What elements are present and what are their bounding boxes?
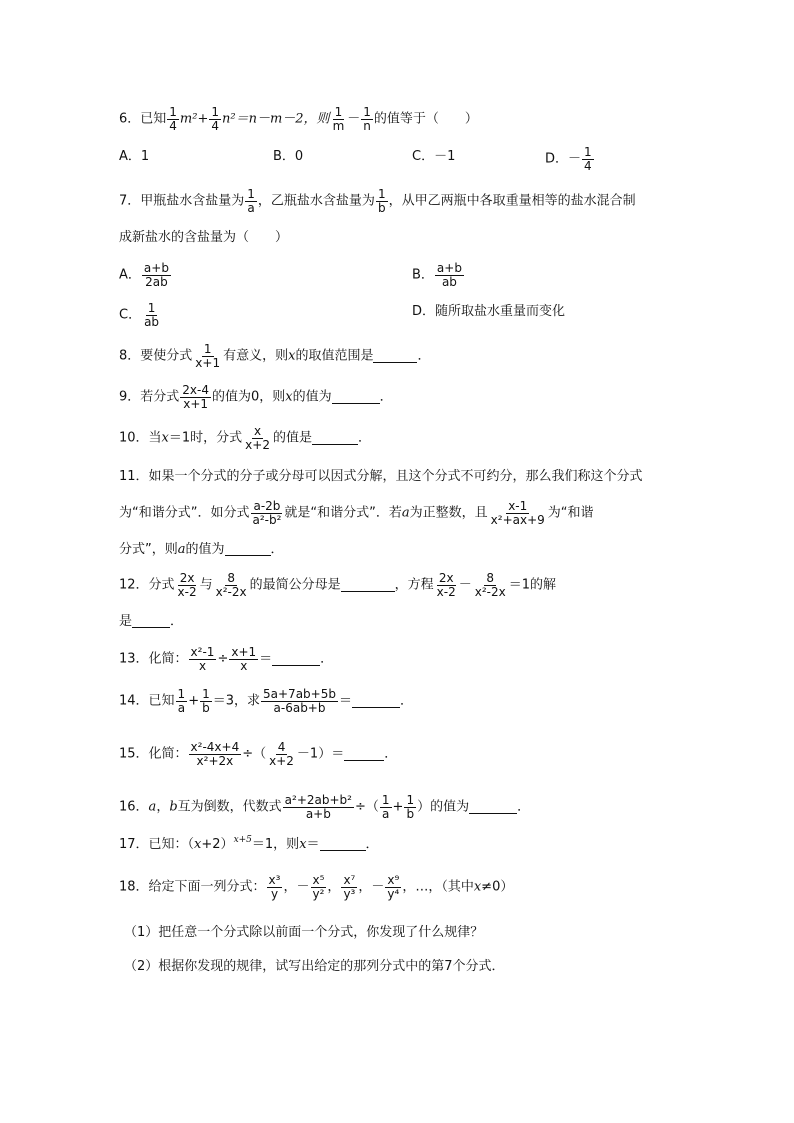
fraction: $\frac{1}{n}$ [363, 105, 371, 133]
fraction: $\frac{2x}{x-2}$ [436, 571, 456, 599]
fraction: $\frac{1}{a}$ [247, 187, 255, 215]
fraction: $\frac{\text{x⁹}}{\text{y⁴}}$ [387, 873, 400, 901]
fraction: $\frac{1}{x+1}$ [195, 342, 221, 370]
question-13: 13．化简： $\frac{\text{x²-1}}{x}$ ÷ $\frac{x+1}{x}$ ＝ ． [119, 645, 334, 673]
answer-blank[interactable] [225, 543, 271, 556]
question-11-line-1: 11．如果一个分式的分子或分母可以因式分解，且这个分式不可约分，那么我们称这个分式 [119, 469, 643, 484]
fraction: $\frac{2x}{x-2}$ [177, 571, 197, 599]
answer-blank[interactable] [373, 350, 417, 363]
question-18-part-2: （2）根据你发现的规律，试写出给定的那列分式中的第7个分式． [124, 959, 505, 974]
fraction: $\frac{2x-4}{x+1}$ [182, 383, 209, 411]
question-10: 10．当x＝1时，分式 $\frac{x}{x+2}$ 的值是 ． [119, 424, 371, 452]
fraction: $\frac{x-1}{\text{x²+ax+9}}$ [490, 499, 545, 527]
fraction: $\frac{5a+7ab+5b}{a-6ab+b}$ [263, 687, 336, 715]
question-15: 15．化简： $\frac{\text{x²-4x+4}}{\text{x²+2x}}$ ÷（ $\frac{4}{x+2}$ －1）＝ ． [119, 740, 398, 768]
fraction: $\frac{\text{x²-4x+4}}{\text{x²+2x}}$ [190, 740, 240, 768]
fraction: $\frac{1}{b}$ [377, 187, 386, 215]
question-11-line-3: 分式”，则a的值为 ． [119, 542, 284, 557]
question-17: 17．已知：$(x+2)^{x+5}=1$，则x＝ ． [119, 835, 379, 852]
fraction: $\frac{8}{\text{x²-2x}}$ [215, 571, 247, 599]
fraction: $\frac{\text{x⁵}}{\text{y²}}$ [312, 873, 325, 901]
option-c: C． $\frac{1}{ab}$ [119, 301, 160, 329]
fraction: $\frac{\text{x²-1}}{x}$ [190, 645, 215, 673]
question-9: 9．若分式 $\frac{2x-4}{x+1}$ 的值为0，则x的值为 ． [119, 383, 393, 411]
question-6: 6．已知 $\frac{1}{4}$ m²+ $\frac{1}{4}$ n²＝n－m－2，则 $\frac{1}{m}$ － $\frac{1}{n}$ 的值等于（ ） [119, 105, 478, 133]
fraction: $\frac{1}{4}$ [169, 105, 177, 133]
option-c: C．－1 [412, 149, 456, 164]
fraction: $\frac{4}{x+2}$ [269, 740, 294, 768]
answer-blank[interactable] [332, 391, 380, 404]
fraction: $\frac{a-2b}{\text{a²-b²}}$ [252, 499, 282, 527]
fraction: $\frac{x}{x+2}$ [245, 424, 270, 452]
answer-blank[interactable] [352, 695, 400, 708]
option-d: D．－ $\frac{1}{4}$ [545, 145, 592, 173]
question-11-line-2: 为“和谐分式”．如分式 $\frac{a-2b}{\text{a²-b²}}$ 就是“和谐分式”．若a为正整数，且 $\frac{x-1}{\text{x²+ax+9}}$ 为“和谐 [119, 499, 594, 527]
fraction: $\frac{\text{x⁷}}{\text{y³}}$ [343, 873, 356, 901]
answer-blank[interactable] [320, 838, 366, 851]
question-8: 8．要使分式 $\frac{1}{x+1}$ 有意义，则x的取值范围是 ． [119, 342, 431, 370]
fraction: $\frac{x+1}{x}$ [231, 645, 257, 673]
question-12: 12．分式 $\frac{2x}{x-2}$ 与 $\frac{8}{\text{x²-2x}}$ 的最简公分母是 ，方程 $\frac{2x}{x-2}$ － $\frac{8}{\text{x²-2x}}$ ＝1的解 [119, 571, 557, 599]
fraction: $\frac{1}{4}$ [211, 105, 219, 133]
answer-blank[interactable] [344, 748, 384, 761]
fraction: $\frac{1}{a}$ [381, 793, 390, 821]
answer-blank[interactable] [312, 432, 358, 445]
answer-blank[interactable] [132, 615, 170, 628]
answer-blank[interactable] [272, 653, 320, 666]
question-18-part-1: （1）把任意一个分式除以前面一个分式，你发现了什么规律？ [124, 925, 484, 940]
answer-blank[interactable] [341, 579, 395, 592]
question-7: 7．甲瓶盐水含盐量为 $\frac{1}{a}$ ，乙瓶盐水含盐量为 $\frac{1}{b}$ ，从甲乙两瓶中各取重量相等的盐水混合制 [119, 187, 636, 215]
option-b: B． $\frac{a+b}{ab}$ [412, 261, 462, 289]
question-12-line-2: 是 ． [119, 614, 184, 629]
fraction: $\frac{8}{\text{x²-2x}}$ [474, 571, 506, 599]
fraction: $\frac{\text{a²+2ab+b²}}{a+b}$ [284, 793, 352, 821]
answer-blank[interactable] [469, 801, 517, 814]
fraction: $\frac{1}{a}$ [177, 687, 186, 715]
option-d: D．随所取盐水重量而变化 [412, 304, 566, 319]
option-a: A．1 [119, 149, 150, 164]
option-b: B．0 [273, 149, 304, 164]
fraction: $\frac{1}{b}$ [202, 687, 210, 715]
question-18: 18．给定下面一列分式： $\frac{\text{x³}}{y}$ ，－ $\frac{\text{x⁵}}{\text{y²}}$ ， $\frac{\text{x⁷}}{\text{y³}}$ ，－ $\frac{\text{x⁹}}{\text{y⁴}}$ ，…，（其中x≠0） [119, 873, 514, 901]
option-a: A． $\frac{a+b}{2ab}$ [119, 261, 169, 289]
fraction: $\frac{1}{m}$ [332, 105, 345, 133]
question-16: 16．a，b互为倒数，代数式 $\frac{\text{a²+2ab+b²}}{a+b}$ ÷（ $\frac{1}{a}$ + $\frac{1}{b}$ ）的值为 ． [119, 793, 531, 821]
fraction: $\frac{1}{b}$ [406, 793, 415, 821]
question-14: 14．已知 $\frac{1}{a}$ + $\frac{1}{b}$ ＝3，求 $\frac{5a+7ab+5b}{a-6ab+b}$ ＝ ． [119, 687, 414, 715]
fraction: $\frac{\text{x³}}{y}$ [268, 873, 281, 901]
question-7-line-2: 成新盐水的含盐量为（ ） [119, 230, 289, 245]
